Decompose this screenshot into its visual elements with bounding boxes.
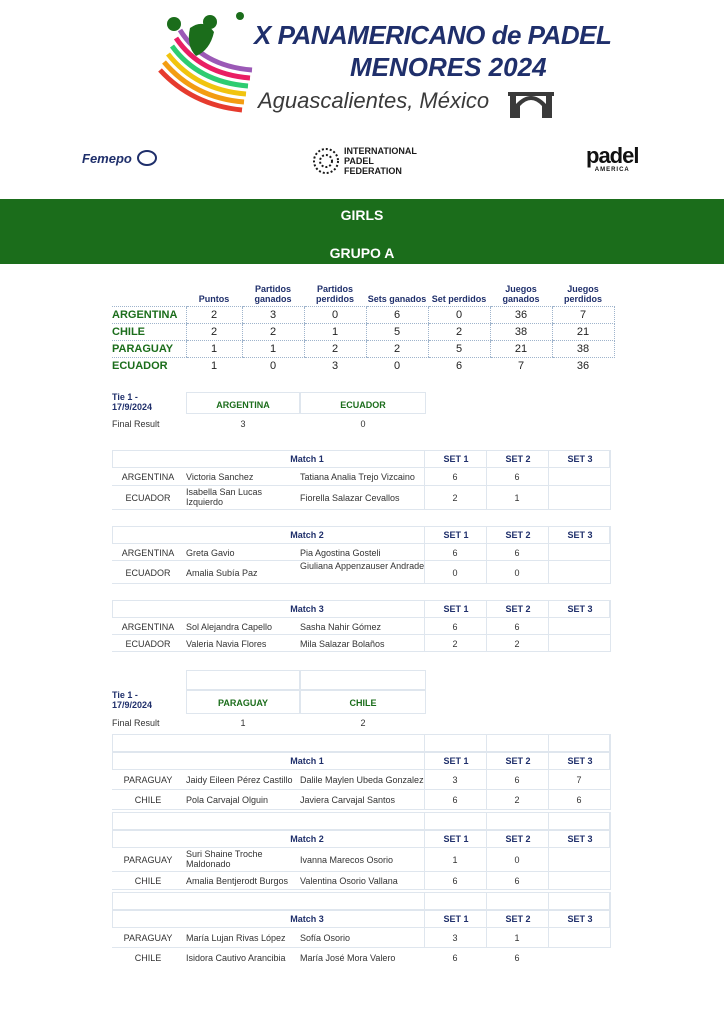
padel-player-logo: [152, 10, 257, 120]
match-title: Match 2: [290, 530, 324, 540]
tie-score-b: 0: [360, 419, 366, 429]
event-location: Aguascalientes, México: [258, 88, 490, 113]
match-row: [112, 872, 610, 890]
team-name: PARAGUAY: [112, 340, 186, 357]
country-cell: ECUADOR: [125, 568, 171, 578]
standings-header: Juegos ganados: [502, 283, 540, 304]
country-cell: ARGENTINA: [121, 472, 175, 482]
standings-header: Puntos: [198, 293, 230, 304]
player-cell: Sol Alejandra Capello: [186, 622, 273, 632]
match-header: [112, 450, 610, 468]
match-header: [112, 526, 610, 544]
player-cell: Dalile Maylen Ubeda Gonzalez: [300, 775, 424, 785]
set-score: 0: [514, 855, 520, 865]
match-card: [112, 450, 610, 510]
set-header: SET 1: [443, 756, 469, 766]
player-cell: Pia Agostina Gosteli: [300, 548, 381, 558]
tie-summary: [112, 670, 432, 732]
set-header: SET 1: [443, 834, 469, 844]
padel-ball-icon: [136, 150, 158, 166]
match-row: [112, 486, 610, 510]
final-result-label: Final Result: [112, 718, 160, 728]
match-header: [112, 910, 610, 928]
stat-cell: 0: [304, 306, 366, 323]
set-score: 6: [514, 876, 520, 886]
match-title: Match 3: [290, 604, 324, 614]
standings-header: Juegos perdidos: [563, 283, 602, 304]
column-divider: [424, 734, 425, 810]
column-divider: [610, 812, 611, 890]
event-header: [0, 0, 724, 196]
stat-cell: 1: [242, 340, 304, 357]
standings-header: Set perdidos: [431, 293, 487, 304]
set-score: 6: [452, 472, 458, 482]
final-result-label: Final Result: [112, 419, 160, 429]
column-divider: [486, 450, 487, 510]
column-divider: [424, 892, 425, 948]
set-score: 2: [452, 639, 458, 649]
column-divider: [486, 734, 487, 810]
ipf-line-1: INTERNATIONAL: [344, 146, 417, 156]
set-header: SET 2: [505, 530, 531, 540]
match-row: [112, 635, 610, 652]
player-cell: Javiera Carvajal Santos: [300, 795, 396, 805]
country-cell: ECUADOR: [125, 639, 171, 649]
padel-america-logo: [586, 145, 638, 173]
set-header: SET 3: [567, 914, 593, 924]
stat-cell: 6: [455, 359, 463, 372]
country-cell: CHILE: [134, 953, 162, 963]
stat-cell: 5: [366, 323, 428, 340]
column-divider: [610, 600, 611, 652]
player-cell: Suri Shaine Troche Maldonado: [186, 849, 263, 869]
set-score: 6: [452, 795, 458, 805]
country-cell: ECUADOR: [125, 493, 171, 503]
match-row: [112, 948, 610, 968]
set-header: SET 3: [567, 530, 593, 540]
stat-cell: 7: [517, 359, 525, 372]
stat-cell: 7: [552, 306, 614, 323]
set-header: SET 3: [567, 756, 593, 766]
country-cell: PARAGUAY: [123, 775, 173, 785]
country-cell: CHILE: [134, 876, 162, 886]
player-cell: Victoria Sanchez: [186, 472, 254, 482]
standings-row: [112, 306, 614, 323]
player-cell: Amalia Bentjerodt Burgos: [186, 876, 289, 886]
set-score: 6: [452, 548, 458, 558]
ipf-line-2: PADEL: [344, 156, 374, 166]
player-cell: Isidora Cautivo Arancibia: [186, 953, 286, 963]
stat-cell: 0: [269, 359, 277, 372]
tie-team-box: [186, 670, 300, 690]
ipf-globe-icon: [312, 147, 340, 175]
standings-row: [112, 340, 614, 357]
category-label: GIRLS: [340, 207, 384, 223]
femepo-logo: [82, 150, 158, 166]
tie-team-a: ARGENTINA: [216, 400, 270, 410]
match-card: [112, 734, 610, 812]
column-divider: [486, 526, 487, 584]
event-subtitle: MENORES 2024: [350, 52, 547, 82]
standings-row: [112, 357, 614, 374]
set-score: 3: [452, 775, 458, 785]
standings-header: Partidos ganados: [254, 283, 292, 304]
column-divider: [486, 812, 487, 890]
player-cell: María Lujan Rivas López: [186, 933, 286, 943]
set-score: 6: [514, 775, 520, 785]
set-header: SET 2: [505, 454, 531, 464]
set-header: SET 1: [443, 454, 469, 464]
player-cell: Sasha Nahir Gómez: [300, 622, 382, 632]
player-cell: Sofía Osorio: [300, 933, 351, 943]
match-row: [112, 928, 610, 948]
column-divider: [486, 600, 487, 652]
stat-cell: 21: [490, 340, 552, 357]
set-score: 6: [514, 548, 520, 558]
stat-cell: 1: [304, 323, 366, 340]
player-cell: María José Mora Valero: [300, 953, 396, 963]
column-divider: [424, 450, 425, 510]
player-cell: Mila Salazar Bolaños: [300, 639, 385, 649]
set-score: 6: [452, 622, 458, 632]
player-cell: Pola Carvajal Olguin: [186, 795, 269, 805]
player-cell: Jaidy Eileen Pérez Castillo: [186, 775, 293, 785]
column-divider: [610, 526, 611, 584]
set-score: 0: [514, 568, 520, 578]
set-score: 2: [452, 493, 458, 503]
set-header: SET 1: [443, 604, 469, 614]
column-divider: [610, 450, 611, 510]
player-cell: Tatiana Analia Trejo Vizcaino: [300, 472, 415, 482]
set-header: SET 2: [505, 756, 531, 766]
stat-cell: 3: [242, 306, 304, 323]
country-cell: PARAGUAY: [123, 855, 173, 865]
stat-cell: 3: [331, 359, 339, 372]
set-header: SET 1: [443, 914, 469, 924]
team-name: ECUADOR: [112, 359, 168, 372]
player-cell: Isabella San Lucas Izquierdo: [186, 487, 263, 507]
stat-cell: 1: [210, 359, 218, 372]
stat-cell: 6: [366, 306, 428, 323]
tie-label: Tie 1 - 17/9/2024: [112, 690, 153, 710]
standings-header: Partidos perdidos: [315, 283, 354, 304]
column-divider: [548, 600, 549, 652]
match-row: [112, 468, 610, 486]
set-score: 0: [452, 568, 458, 578]
standings-table: [112, 280, 615, 374]
stat-cell: 2: [186, 323, 242, 340]
team-name: ARGENTINA: [112, 306, 186, 323]
match-title: Match 2: [290, 834, 324, 844]
match-spacer-row: [112, 892, 610, 910]
tie-label: Tie 1 - 17/9/2024: [112, 392, 153, 412]
column-divider: [486, 892, 487, 948]
tie-score-b: 2: [360, 718, 366, 728]
stat-cell: 2: [242, 323, 304, 340]
stat-cell: 21: [552, 323, 614, 340]
set-header: SET 2: [505, 834, 531, 844]
standings-row: [112, 323, 614, 340]
stat-cell: 2: [304, 340, 366, 357]
match-row: [112, 618, 610, 635]
player-cell: Valentina Osorio Vallana: [300, 876, 398, 886]
tie-team-b: ECUADOR: [340, 400, 386, 410]
tie-score-a: 1: [240, 718, 246, 728]
column-divider: [548, 450, 549, 510]
match-card: [112, 812, 610, 890]
match-row: [112, 544, 610, 561]
player-cell: Fiorella Salazar Cevallos: [300, 493, 400, 503]
set-score: 1: [452, 855, 458, 865]
set-score: 6: [514, 472, 520, 482]
match-spacer-row: [112, 734, 610, 752]
match-header: [112, 600, 610, 618]
set-score: 6: [514, 622, 520, 632]
column-divider: [548, 892, 549, 948]
stat-cell: 38: [490, 323, 552, 340]
match-row: [112, 848, 610, 872]
femepo-logo-text: Femepo: [82, 150, 132, 166]
event-title: X PANAMERICANO de PADEL: [254, 20, 612, 50]
player-cell: Valeria Navia Flores: [186, 639, 267, 649]
country-cell: CHILE: [134, 795, 162, 805]
match-title: Match 3: [290, 914, 324, 924]
stat-cell: 36: [490, 306, 552, 323]
match-header: [112, 830, 610, 848]
tie-summary: [112, 392, 432, 436]
country-cell: ARGENTINA: [121, 548, 175, 558]
match-header: [112, 752, 610, 770]
category-band: [0, 199, 724, 264]
set-score: 1: [514, 933, 520, 943]
set-score: 6: [514, 953, 520, 963]
ipf-line-3: FEDERATION: [344, 166, 402, 176]
match-title: Match 1: [290, 756, 324, 766]
column-divider: [548, 734, 549, 810]
set-score: 2: [514, 795, 520, 805]
padel-america-sub: AMERICA: [594, 167, 630, 173]
match-row: [112, 770, 610, 790]
set-score: 6: [452, 953, 458, 963]
stat-cell: 0: [428, 306, 490, 323]
set-header: SET 3: [567, 454, 593, 464]
stat-cell: 5: [428, 340, 490, 357]
team-name: CHILE: [112, 323, 186, 340]
standings-header-team: [112, 280, 186, 306]
match-row: [112, 790, 610, 810]
column-divider: [610, 892, 611, 948]
column-divider: [548, 526, 549, 584]
set-score: 7: [576, 775, 582, 785]
set-header: SET 3: [567, 834, 593, 844]
column-divider: [424, 526, 425, 584]
ipf-logo: [312, 146, 417, 176]
set-score: 1: [514, 493, 520, 503]
group-label: GRUPO A: [329, 245, 395, 261]
player-cell: Greta Gavio: [186, 548, 235, 558]
stat-cell: 2: [186, 306, 242, 323]
match-row: [112, 561, 610, 584]
player-cell: Giuliana Appenzauser Andrade: [300, 561, 425, 571]
set-header: SET 2: [505, 914, 531, 924]
padel-america-name: padel: [586, 143, 639, 168]
column-divider: [548, 812, 549, 890]
player-cell: Ivanna Marecos Osorio: [300, 855, 394, 865]
set-header: SET 1: [443, 530, 469, 540]
set-score: 3: [452, 933, 458, 943]
stat-cell: 38: [552, 340, 614, 357]
tie-team-box: [300, 670, 426, 690]
column-divider: [424, 812, 425, 890]
stat-cell: 1: [186, 340, 242, 357]
country-cell: PARAGUAY: [123, 933, 173, 943]
tie-team-b: CHILE: [349, 698, 377, 708]
standings-header: Sets ganados: [367, 293, 427, 304]
standings-header-row: [112, 280, 614, 306]
arch-monument-icon: [508, 84, 554, 118]
tie-team-a: PARAGUAY: [217, 698, 268, 708]
match-title: Match 1: [290, 454, 324, 464]
stat-cell: 2: [428, 323, 490, 340]
match-card: [112, 892, 610, 970]
column-divider: [610, 734, 611, 810]
match-card: [112, 526, 610, 584]
set-score: 6: [576, 795, 582, 805]
match-card: [112, 600, 610, 652]
stat-cell: 36: [576, 359, 590, 372]
tie-score-a: 3: [240, 419, 246, 429]
set-header: SET 3: [567, 604, 593, 614]
set-header: SET 2: [505, 604, 531, 614]
set-score: 2: [514, 639, 520, 649]
set-score: 6: [452, 876, 458, 886]
player-cell: Amalia Subía Paz: [186, 568, 258, 578]
column-divider: [424, 600, 425, 652]
country-cell: ARGENTINA: [121, 622, 175, 632]
match-spacer-row: [112, 812, 610, 830]
stat-cell: 0: [393, 359, 401, 372]
stat-cell: 2: [366, 340, 428, 357]
